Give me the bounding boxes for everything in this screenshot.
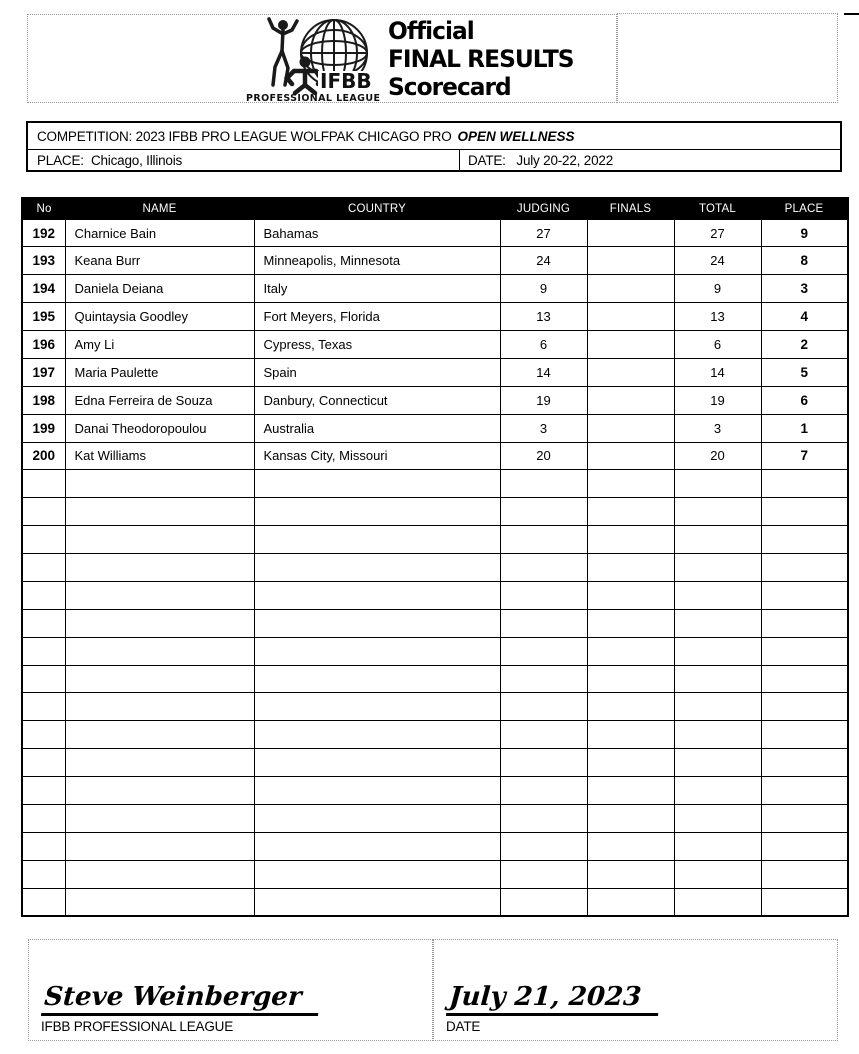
- cell-judging: [500, 888, 587, 916]
- cell-country: [254, 749, 500, 777]
- cell-finals: [587, 693, 674, 721]
- cell-place: [761, 665, 848, 693]
- cell-name: [65, 777, 254, 805]
- cell-place: 5: [761, 358, 848, 386]
- cell-finals: [587, 581, 674, 609]
- empty-table-row: [22, 832, 848, 860]
- title-line-2: FINAL RESULTS: [388, 44, 574, 73]
- cell-no: [22, 470, 65, 498]
- cell-name: [65, 554, 254, 582]
- cell-place: 7: [761, 442, 848, 470]
- cell-place: [761, 526, 848, 554]
- cell-finals: [587, 275, 674, 303]
- date-cell: [460, 150, 840, 170]
- cell-country: Fort Meyers, Florida: [254, 303, 500, 331]
- cell-country: [254, 470, 500, 498]
- cell-place: 9: [761, 219, 848, 247]
- cell-place: [761, 749, 848, 777]
- cell-country: [254, 860, 500, 888]
- date-label: DATE: [446, 1019, 481, 1034]
- cell-name: [65, 581, 254, 609]
- cell-place: [761, 693, 848, 721]
- cell-name: [65, 888, 254, 916]
- cell-judging: 9: [500, 275, 587, 303]
- cell-judging: [500, 832, 587, 860]
- cell-judging: [500, 693, 587, 721]
- cell-total: [674, 888, 761, 916]
- empty-table-row: [22, 888, 848, 916]
- cell-total: [674, 860, 761, 888]
- cell-finals: [587, 637, 674, 665]
- empty-table-row: [22, 721, 848, 749]
- cell-name: [65, 860, 254, 888]
- title-line-1: Official: [388, 16, 474, 45]
- cell-no: 198: [22, 386, 65, 414]
- cell-judging: 24: [500, 247, 587, 275]
- cell-place: [761, 554, 848, 582]
- empty-table-row: [22, 581, 848, 609]
- empty-table-row: [22, 665, 848, 693]
- table-row: [22, 386, 848, 414]
- cell-country: Minneapolis, Minnesota: [254, 247, 500, 275]
- cell-judging: 27: [500, 219, 587, 247]
- cell-finals: [587, 832, 674, 860]
- table-row: [22, 219, 848, 247]
- cell-place: [761, 637, 848, 665]
- division-name: OPEN WELLNESS: [457, 128, 575, 144]
- cell-name: Keana Burr: [65, 247, 254, 275]
- male-figure-icon: [287, 57, 323, 93]
- cell-country: [254, 498, 500, 526]
- cell-no: [22, 554, 65, 582]
- cell-no: 194: [22, 275, 65, 303]
- cell-total: [674, 526, 761, 554]
- cell-no: 196: [22, 331, 65, 359]
- cell-place: [761, 860, 848, 888]
- cell-finals: [587, 247, 674, 275]
- col-header-no: No: [22, 198, 65, 219]
- cell-judging: 19: [500, 386, 587, 414]
- place-label: PLACE:: [37, 152, 84, 168]
- table-row: [22, 275, 848, 303]
- cell-judging: [500, 554, 587, 582]
- cell-total: [674, 554, 761, 582]
- empty-table-row: [22, 777, 848, 805]
- table-row: [22, 331, 848, 359]
- cell-place: 2: [761, 331, 848, 359]
- place-value: Chicago, Illinois: [90, 152, 183, 168]
- cell-judging: 14: [500, 358, 587, 386]
- signature-date-block: [446, 982, 658, 1034]
- cell-country: Cypress, Texas: [254, 331, 500, 359]
- col-header-judging: JUDGING: [500, 198, 587, 219]
- cell-judging: 20: [500, 442, 587, 470]
- cell-country: [254, 721, 500, 749]
- empty-table-row: [22, 609, 848, 637]
- col-header-name: NAME: [65, 198, 254, 219]
- cell-country: [254, 609, 500, 637]
- cell-total: 19: [674, 386, 761, 414]
- cell-finals: [587, 777, 674, 805]
- cell-country: Danbury, Connecticut: [254, 386, 500, 414]
- document-title: [388, 17, 609, 101]
- cell-name: [65, 804, 254, 832]
- cell-name: [65, 721, 254, 749]
- cell-country: Kansas City, Missouri: [254, 442, 500, 470]
- table-header-row: [22, 198, 848, 219]
- cell-total: [674, 470, 761, 498]
- empty-table-row: [22, 470, 848, 498]
- cell-no: 193: [22, 247, 65, 275]
- empty-table-row: [22, 860, 848, 888]
- cell-country: Bahamas: [254, 219, 500, 247]
- empty-table-row: [22, 693, 848, 721]
- cell-name: [65, 609, 254, 637]
- cell-name: [65, 693, 254, 721]
- competition-name: 2023 IFBB PRO LEAGUE WOLFPAK CHICAGO PRO: [135, 128, 452, 144]
- ifbb-logo-text: IFBB: [320, 68, 372, 93]
- cell-no: [22, 665, 65, 693]
- cell-total: [674, 498, 761, 526]
- cell-place: [761, 804, 848, 832]
- col-header-country: COUNTRY: [254, 198, 500, 219]
- col-header-place: PLACE: [761, 198, 848, 219]
- cell-place: [761, 832, 848, 860]
- cell-name: Daniela Deiana: [65, 275, 254, 303]
- cell-total: 27: [674, 219, 761, 247]
- cell-judging: 3: [500, 414, 587, 442]
- cell-name: [65, 749, 254, 777]
- cell-total: [674, 581, 761, 609]
- cell-judging: 6: [500, 331, 587, 359]
- col-header-total: TOTAL: [674, 198, 761, 219]
- header-left-box: [27, 14, 617, 103]
- page-corner-mark: [844, 13, 859, 15]
- competition-info-box: [26, 121, 842, 172]
- cell-finals: [587, 609, 674, 637]
- cell-judging: [500, 721, 587, 749]
- cell-place: [761, 721, 848, 749]
- cell-finals: [587, 414, 674, 442]
- cell-no: [22, 749, 65, 777]
- cell-place: [761, 777, 848, 805]
- cell-total: [674, 777, 761, 805]
- empty-table-row: [22, 804, 848, 832]
- cell-name: [65, 665, 254, 693]
- cell-finals: [587, 749, 674, 777]
- cell-finals: [587, 721, 674, 749]
- signature-date: July 21, 2023: [446, 982, 660, 1016]
- cell-total: [674, 804, 761, 832]
- cell-judging: [500, 804, 587, 832]
- cell-no: [22, 526, 65, 554]
- header-right-box: [617, 13, 838, 103]
- competition-label: COMPETITION:: [37, 128, 133, 144]
- cell-total: 24: [674, 247, 761, 275]
- cell-country: [254, 554, 500, 582]
- signature-block: [41, 982, 318, 1034]
- cell-finals: [587, 442, 674, 470]
- cell-finals: [587, 470, 674, 498]
- place-date-row: [28, 150, 840, 170]
- cell-country: [254, 637, 500, 665]
- table-row: [22, 442, 848, 470]
- cell-name: Maria Paulette: [65, 358, 254, 386]
- cell-no: 200: [22, 442, 65, 470]
- cell-name: Kat Williams: [65, 442, 254, 470]
- cell-finals: [587, 554, 674, 582]
- cell-name: Amy Li: [65, 331, 254, 359]
- cell-no: [22, 777, 65, 805]
- cell-country: [254, 526, 500, 554]
- cell-place: 1: [761, 414, 848, 442]
- col-header-finals: FINALS: [587, 198, 674, 219]
- cell-finals: [587, 303, 674, 331]
- cell-country: [254, 804, 500, 832]
- cell-judging: [500, 777, 587, 805]
- cell-country: Spain: [254, 358, 500, 386]
- cell-no: 192: [22, 219, 65, 247]
- cell-no: [22, 804, 65, 832]
- cell-finals: [587, 804, 674, 832]
- cell-country: [254, 581, 500, 609]
- cell-total: 14: [674, 358, 761, 386]
- cell-finals: [587, 331, 674, 359]
- cell-name: Edna Ferreira de Souza: [65, 386, 254, 414]
- cell-name: [65, 832, 254, 860]
- date-label: DATE:: [467, 152, 506, 168]
- cell-no: 195: [22, 303, 65, 331]
- signature-org-label: IFBB PROFESSIONAL LEAGUE: [41, 1019, 234, 1034]
- cell-place: 3: [761, 275, 848, 303]
- cell-total: 9: [674, 275, 761, 303]
- cell-judging: [500, 609, 587, 637]
- place-cell: [28, 150, 460, 170]
- competition-row: [28, 123, 840, 150]
- cell-total: [674, 832, 761, 860]
- empty-table-row: [22, 526, 848, 554]
- empty-table-row: [22, 498, 848, 526]
- ifbb-logo-graphic: [242, 15, 384, 103]
- cell-total: [674, 693, 761, 721]
- cell-place: 4: [761, 303, 848, 331]
- empty-table-row: [22, 637, 848, 665]
- cell-country: Italy: [254, 275, 500, 303]
- cell-judging: [500, 860, 587, 888]
- official-signature: Steve Weinberger: [41, 982, 321, 1016]
- cell-finals: [587, 358, 674, 386]
- title-line-3: Scorecard: [388, 72, 511, 101]
- cell-place: [761, 609, 848, 637]
- cell-total: 6: [674, 331, 761, 359]
- cell-place: [761, 470, 848, 498]
- cell-finals: [587, 219, 674, 247]
- cell-total: [674, 721, 761, 749]
- table-row: [22, 414, 848, 442]
- cell-judging: [500, 470, 587, 498]
- cell-name: [65, 526, 254, 554]
- table-row: [22, 358, 848, 386]
- cell-name: [65, 470, 254, 498]
- cell-name: [65, 637, 254, 665]
- cell-finals: [587, 860, 674, 888]
- table-row: [22, 247, 848, 275]
- cell-total: [674, 749, 761, 777]
- cell-total: [674, 665, 761, 693]
- results-table: [21, 197, 849, 917]
- cell-judging: [500, 749, 587, 777]
- cell-place: [761, 498, 848, 526]
- cell-country: [254, 888, 500, 916]
- cell-country: Australia: [254, 414, 500, 442]
- cell-no: [22, 637, 65, 665]
- ifbb-logo: [242, 15, 384, 103]
- cell-finals: [587, 665, 674, 693]
- cell-finals: [587, 386, 674, 414]
- cell-name: Charnice Bain: [65, 219, 254, 247]
- cell-judging: [500, 498, 587, 526]
- cell-total: [674, 609, 761, 637]
- cell-no: 197: [22, 358, 65, 386]
- cell-country: [254, 832, 500, 860]
- cell-judging: [500, 581, 587, 609]
- ifbb-logo-subtext: PROFESSIONAL LEAGUE: [246, 92, 381, 103]
- signature-box: [28, 939, 433, 1041]
- cell-no: [22, 498, 65, 526]
- cell-no: [22, 832, 65, 860]
- table-row: [22, 303, 848, 331]
- empty-table-row: [22, 749, 848, 777]
- cell-place: [761, 888, 848, 916]
- cell-finals: [587, 498, 674, 526]
- cell-country: [254, 665, 500, 693]
- cell-no: 199: [22, 414, 65, 442]
- cell-no: [22, 721, 65, 749]
- cell-name: Danai Theodoropoulou: [65, 414, 254, 442]
- cell-finals: [587, 888, 674, 916]
- cell-judging: [500, 665, 587, 693]
- cell-no: [22, 693, 65, 721]
- cell-finals: [587, 526, 674, 554]
- cell-judging: [500, 526, 587, 554]
- cell-total: [674, 637, 761, 665]
- cell-total: 13: [674, 303, 761, 331]
- results-table-body: [22, 219, 848, 916]
- cell-total: 3: [674, 414, 761, 442]
- cell-judging: 13: [500, 303, 587, 331]
- cell-place: 6: [761, 386, 848, 414]
- cell-place: 8: [761, 247, 848, 275]
- cell-no: [22, 609, 65, 637]
- signature-date-box: [433, 939, 838, 1041]
- date-value: July 20-22, 2022: [516, 152, 614, 168]
- cell-country: [254, 693, 500, 721]
- cell-place: [761, 581, 848, 609]
- cell-country: [254, 777, 500, 805]
- cell-name: [65, 498, 254, 526]
- cell-no: [22, 860, 65, 888]
- cell-no: [22, 888, 65, 916]
- cell-name: Quintaysia Goodley: [65, 303, 254, 331]
- cell-judging: [500, 637, 587, 665]
- empty-table-row: [22, 554, 848, 582]
- cell-total: 20: [674, 442, 761, 470]
- cell-no: [22, 581, 65, 609]
